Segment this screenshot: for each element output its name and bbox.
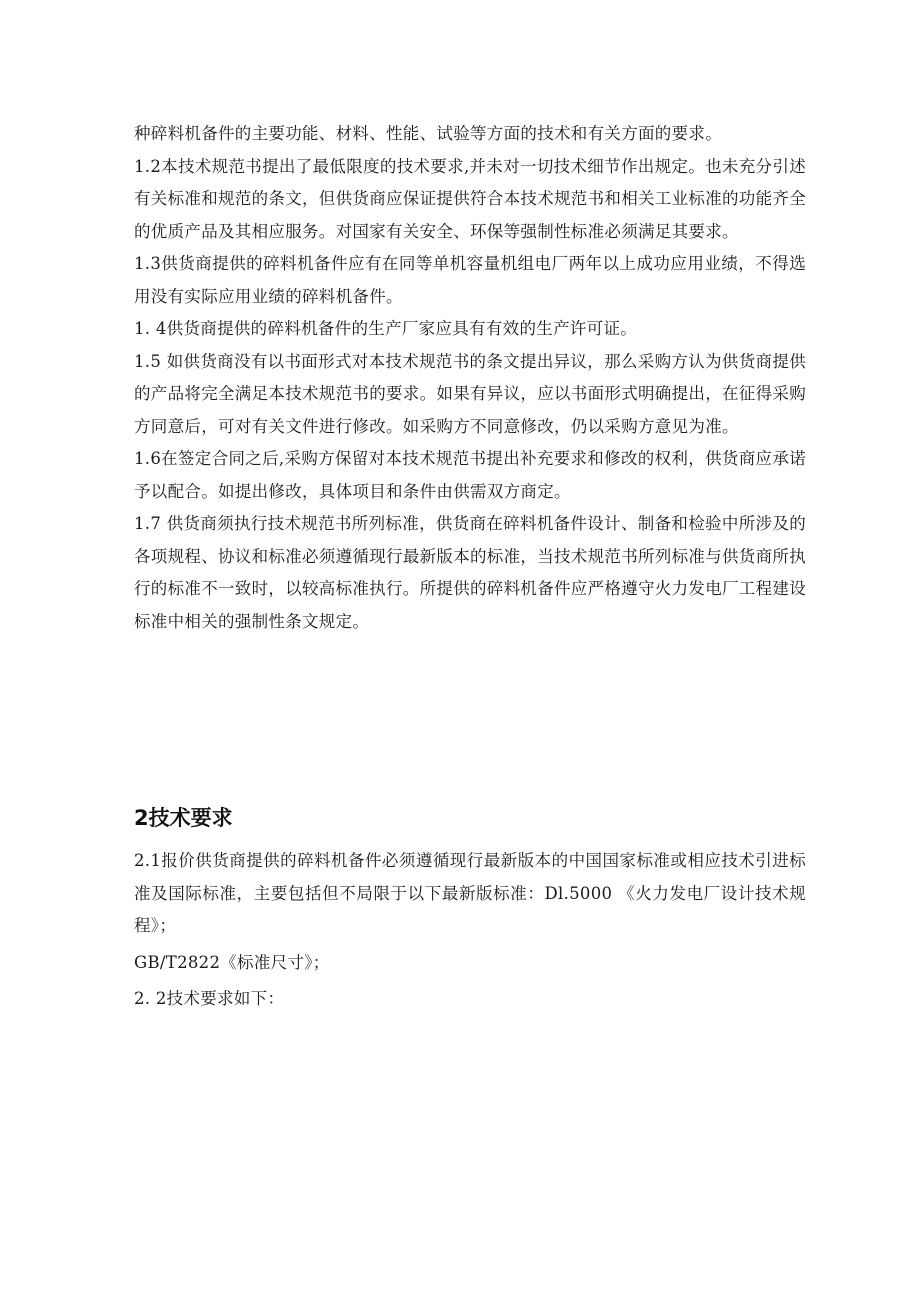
paragraph-1-5: 1.5 如供货商没有以书面形式对本技术规范书的条文提出异议，那么采购方认为供货商提供的产品将完全满足本技术规范书的要求。如果有异议，应以书面形式明确提出，在征得采购方同意后，可对有关文件进行修改。如采购方不同意修改，仍以采购方意见为准。 [134,351,806,436]
section-1-body [134,118,806,638]
paragraph-1-6: 1.6在签定合同之后,采购方保留对本技术规范书提出补充要求和修改的权利，供货商应承诺予以配合。如提出修改，具体项目和条件由供需双方商定。 [134,449,806,501]
paragraph-1-7: 1.7 供货商须执行技术规范书所列标准，供货商在碎料机备件设计、制备和检验中所涉及的各项规程、协议和标准必须遵循现行最新版本的标准，当技术规范书所列标准与供货商所执行的标准不一致时，以较高标准执行。所提供的碎料机备件应严格遵守火力发电厂工程建设标准中相关的强制性条文规定。 [134,514,806,631]
paragraph-2-2: 2. 2技术要求如下： [134,989,285,1008]
paragraph-2-1: 2.1报价供货商提供的碎料机备件必须遵循现行最新版本的中国国家标准或相应技术引进标准及国际标准，主要包括但不局限于以下最新版标准：Dl.5000 《火力发电厂设计技术规程》； [134,851,806,935]
paragraph-standard-gbt2822: GB/T2822《标准尺寸》； [134,952,330,972]
paragraph-1-2: 1.2本技术规范书提出了最低限度的技术要求,并未对一切技术细节作出规定。也未充分引述有关标准和规范的条文，但供货商应保证提供符合本技术规范书和相关工业标准的功能齐全的优质产品及其相应服务。对国家有关安全、环保等强制性标准必须满足其要求。 [134,156,806,241]
section-2-heading: 2技术要求 [134,806,233,830]
paragraph-1-4: 1. 4供货商提供的碎料机备件的生产厂家应具有有效的生产许可证。 [134,319,638,338]
section-2-body [134,845,806,1016]
paragraph-1-3: 1.3供货商提供的碎料机备件应有在同等单机容量机组电厂两年以上成功应用业绩，不得选用没有实际应用业绩的碎料机备件。 [134,254,806,306]
paragraph-1-1-continuation: 种碎料机备件的主要功能、材料、性能、试验等方面的技术和有关方面的要求。 [134,124,722,143]
